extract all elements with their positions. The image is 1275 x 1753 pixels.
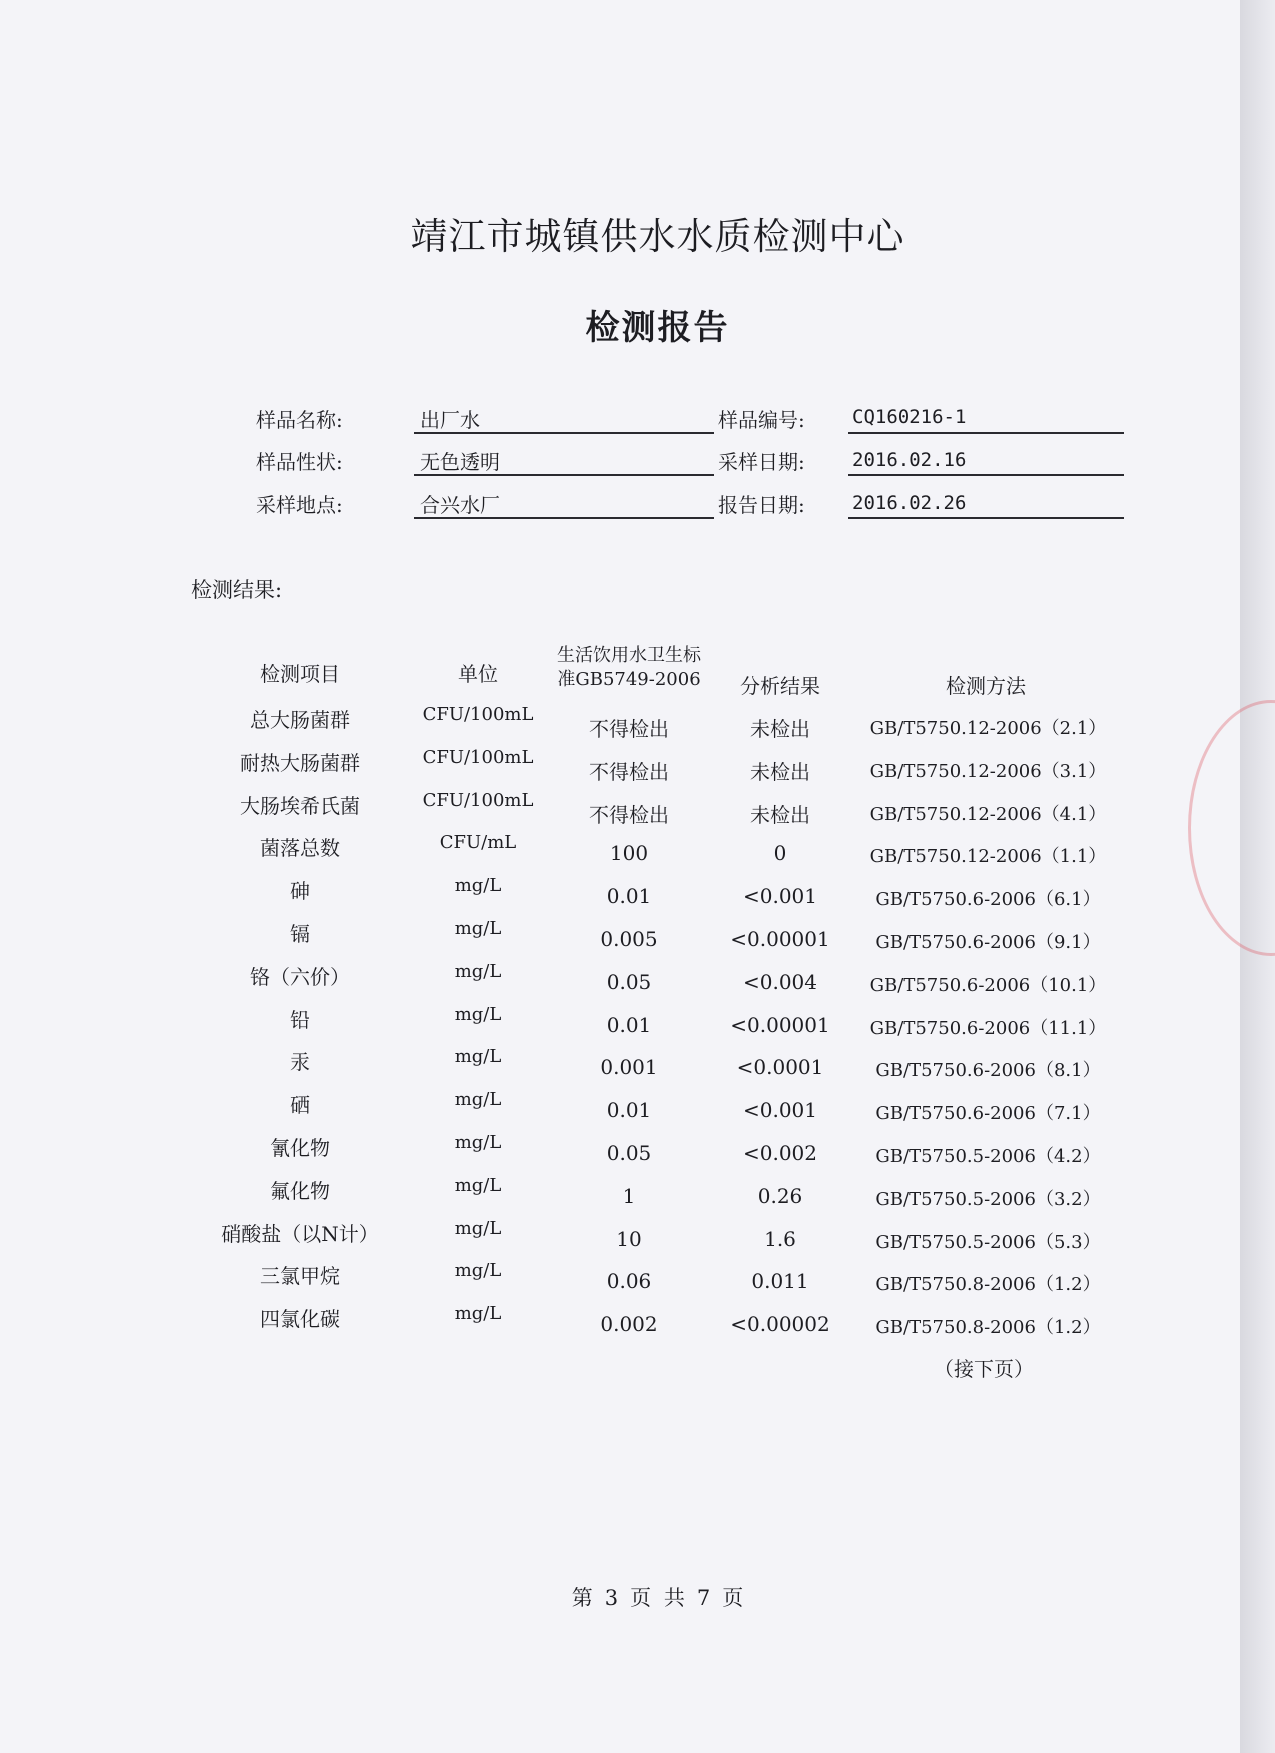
report-title: 检测报告 [585,308,730,348]
sample-state-label: 样品性状: [256,450,343,474]
cell-method: GB/T5750.12-2006（2.1） [869,718,1107,739]
cell-method: GB/T5750.6-2006（8.1） [875,1060,1101,1082]
cell-result: <0.001 [742,1098,817,1123]
page-mid: 页 共 [630,1586,685,1610]
cell-unit: mg/L [454,1303,502,1325]
cell-standard: 100 [609,841,649,866]
results-section-label: 检测结果: [191,578,283,602]
cell-method: GB/T5750.6-2006（7.1） [875,1103,1101,1125]
cell-standard: 0.01 [606,884,652,909]
cell-standard: 不得检出 [589,717,669,741]
cell-result: 0.26 [757,1183,803,1208]
column-header-standard-line2: 准GB5749-2006 [557,669,701,690]
organization-title: 靖江市城镇供水水质检测中心 [410,215,905,258]
cell-unit: mg/L [454,1089,502,1111]
column-header-item: 检测项目 [260,662,340,686]
cell-result: <0.00001 [730,927,830,951]
cell-item: 氰化物 [270,1136,330,1160]
cell-method: GB/T5750.12-2006（3.1） [869,760,1107,782]
page-prefix: 第 [571,1586,593,1610]
cell-method: GB/T5750.6-2006（9.1） [875,932,1101,953]
cell-standard: 不得检出 [589,759,669,784]
cell-item: 菌落总数 [260,836,340,861]
sample-state-value: 无色透明 [420,450,500,474]
cell-standard: 0.005 [600,927,658,951]
cell-result: 未检出 [750,802,810,827]
cell-method: GB/T5750.6-2006（6.1） [875,889,1101,911]
sample-id-label: 样品编号: [718,408,805,432]
cell-result: <0.00001 [730,1012,830,1037]
column-header-standard [534,644,724,692]
cell-unit: mg/L [454,1217,502,1239]
cell-result: 0.011 [751,1269,809,1294]
cell-method: GB/T5750.12-2006（1.1） [869,846,1107,868]
cell-item: 硝酸盐（以N计） [221,1221,379,1246]
sample-id-value: CQ160216-1 [852,406,967,428]
cell-item: 铅 [290,1007,310,1032]
sampling-location-label: 采样地点: [256,493,343,517]
cell-item: 四氯化碳 [260,1307,340,1332]
cell-result: <0.001 [742,884,817,909]
cell-standard: 0.05 [606,969,652,994]
column-header-standard-line1: 生活饮用水卫生标 [557,645,701,666]
cell-standard: 1 [622,1183,636,1208]
cell-unit: mg/L [454,918,502,939]
cell-unit: CFU/mL [439,832,517,854]
report-date-label: 报告日期: [718,493,805,517]
cell-result: 1.6 [764,1226,796,1251]
cell-method: GB/T5750.5-2006（4.2） [875,1146,1101,1167]
cell-item: 总大肠菌群 [250,708,350,732]
cell-unit: CFU/100mL [422,704,534,725]
cell-unit: mg/L [454,1003,502,1025]
column-header-method: 检测方法 [946,674,1026,698]
sampling-date-label: 采样日期: [718,450,805,474]
cell-method: GB/T5750.6-2006（11.1） [869,1017,1107,1039]
cell-standard: 0.01 [606,1012,652,1037]
cell-standard: 0.05 [606,1141,652,1165]
cell-standard: 0.001 [600,1055,658,1080]
cell-standard: 0.002 [600,1312,658,1337]
cell-item: 硒 [290,1093,310,1118]
cell-unit: mg/L [454,1132,502,1153]
sampling-location-value: 合兴水厂 [420,493,500,517]
cell-unit: CFU/100mL [422,746,534,768]
column-header-unit: 单位 [458,662,498,686]
cell-item: 汞 [290,1050,310,1075]
cell-unit: mg/L [454,1046,502,1068]
cell-standard: 10 [616,1226,642,1251]
cell-unit: CFU/100mL [422,789,534,811]
cell-item: 砷 [290,879,310,904]
cell-result: <0.004 [742,969,817,994]
cell-unit: mg/L [454,1174,502,1196]
cell-method: GB/T5750.8-2006（1.2） [875,1274,1101,1296]
cell-result: 未检出 [750,717,810,741]
cell-method: GB/T5750.8-2006（1.2） [875,1317,1101,1339]
sample-name-value: 出厂水 [420,408,480,432]
page-number-footer [0,1582,1275,1612]
report-date-value: 2016.02.26 [852,492,967,514]
cell-item: 氟化物 [270,1178,330,1203]
cell-unit: mg/L [454,875,502,897]
cell-item: 耐热大肠菌群 [240,750,360,775]
cell-result: <0.002 [742,1141,817,1165]
cell-unit: mg/L [454,960,502,982]
cell-item: 三氯甲烷 [260,1264,340,1289]
cell-method: GB/T5750.6-2006（10.1） [869,974,1107,996]
cell-standard: 0.06 [606,1269,652,1294]
page-current: 3 [604,1586,619,1610]
cell-item: 铬（六价） [250,964,350,989]
page-edge [1240,0,1275,1753]
column-header-result: 分析结果 [740,674,820,698]
cell-method: GB/T5750.5-2006（5.3） [875,1231,1101,1253]
cell-standard: 不得检出 [589,802,669,827]
cell-unit: mg/L [454,1260,502,1282]
cell-result: 0 [773,841,787,866]
cell-standard: 0.01 [606,1098,652,1123]
cell-result: <0.00002 [730,1312,830,1337]
cell-item: 大肠埃希氏菌 [240,793,360,818]
sample-name-label: 样品名称: [256,408,343,432]
cell-result: <0.0001 [736,1055,824,1080]
cell-item: 镉 [290,922,310,946]
sampling-date-value: 2016.02.16 [852,449,967,471]
cell-method: GB/T5750.12-2006（4.1） [869,803,1107,825]
cell-method: GB/T5750.5-2006（3.2） [875,1188,1101,1210]
cell-result: 未检出 [750,759,810,784]
continued-note: （接下页） [934,1357,1034,1381]
page-suffix: 页 [722,1586,744,1610]
page-total: 7 [696,1586,711,1610]
